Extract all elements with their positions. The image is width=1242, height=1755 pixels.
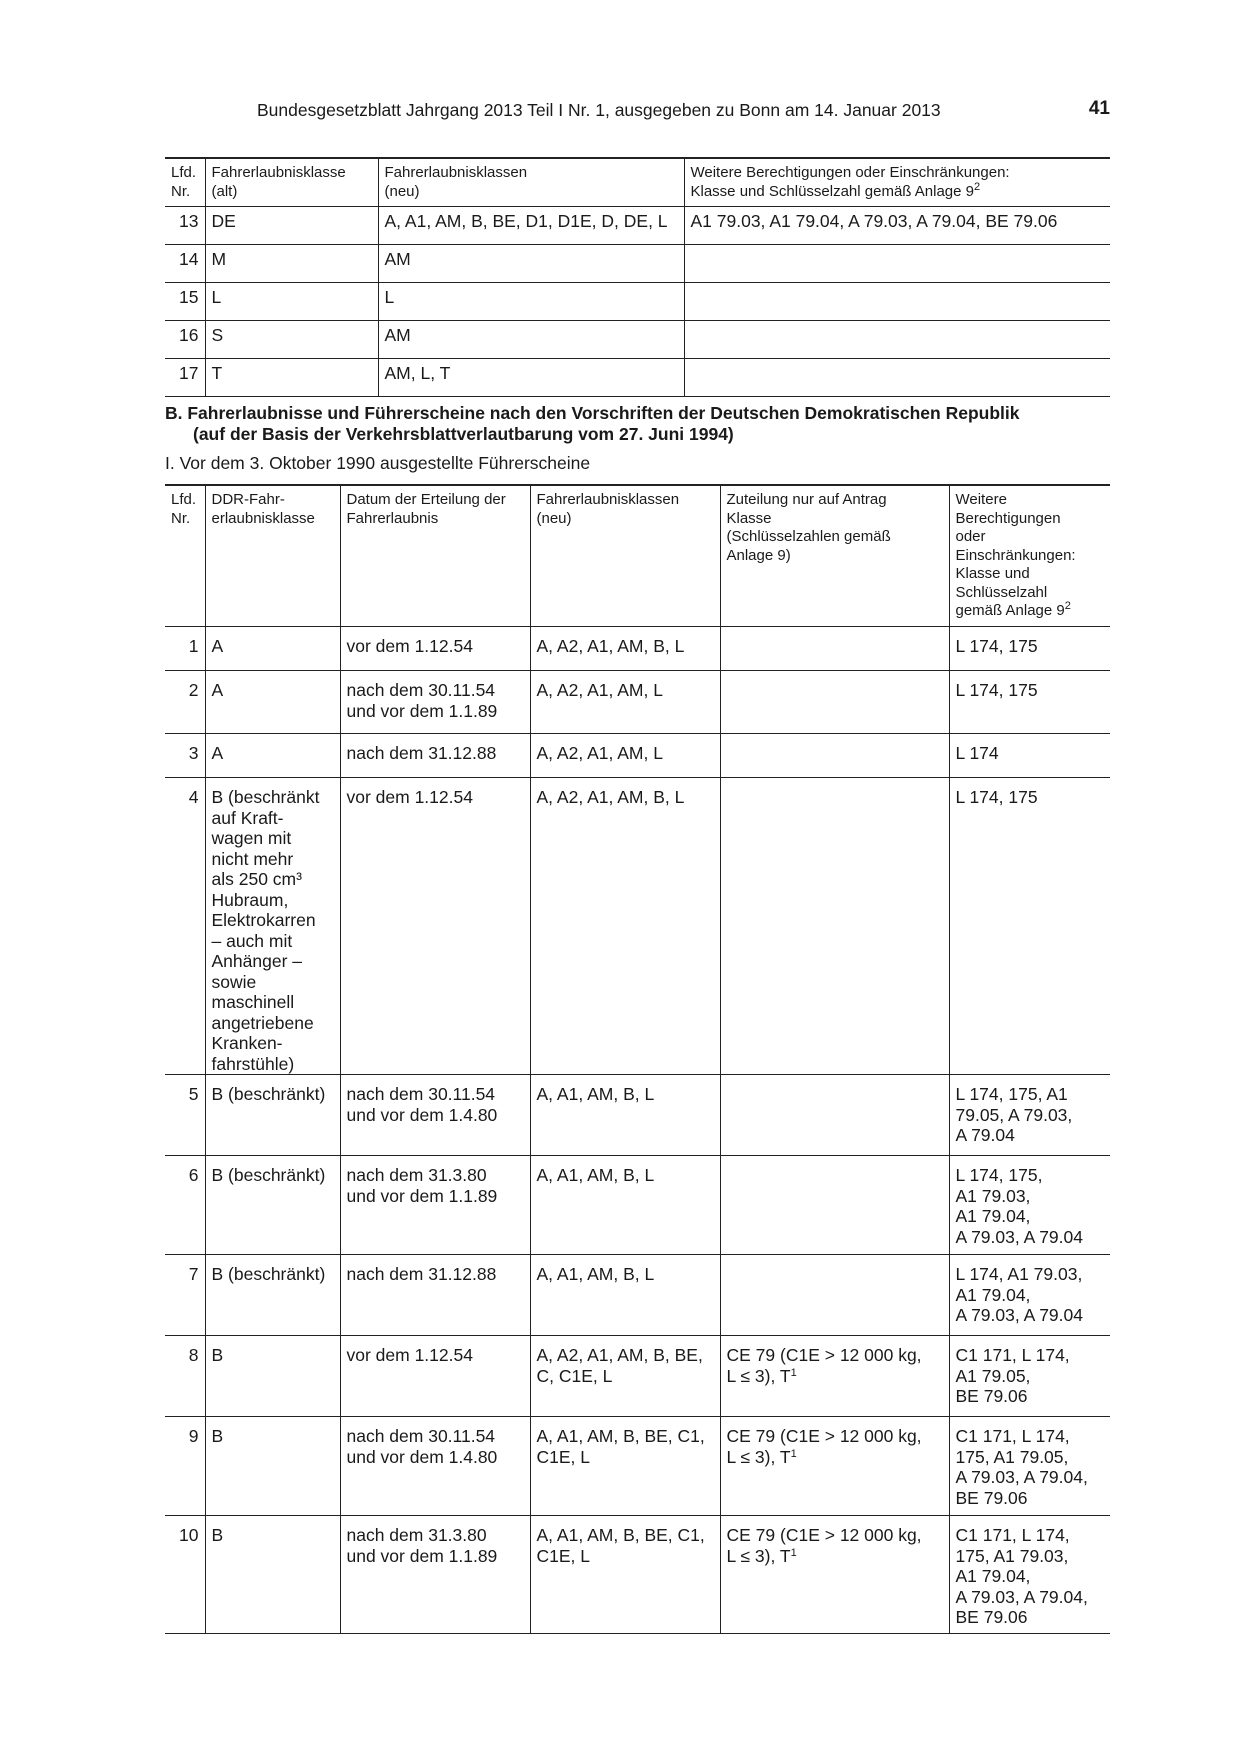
cell-class-old: M xyxy=(205,245,378,283)
footnote-ref: 1 xyxy=(790,1546,797,1559)
cell-further-permissions: L 174, 175 xyxy=(949,671,1110,734)
header-class-old: Fahrerlaubnisklasse (alt) xyxy=(205,158,378,207)
cell-class-new: A, A1, AM, B, L xyxy=(530,1255,720,1336)
cell-lfd-nr: 16 xyxy=(165,321,205,359)
cell-further-permissions: C1 171, L 174, 175, A1 79.03, A1 79.04, A 79.03, A 79.04, BE 79.06 xyxy=(949,1516,1110,1634)
cell-class-new: A, A1, AM, B, BE, D1, D1E, D, DE, L xyxy=(378,207,684,245)
cell-class-new: A, A2, A1, AM, L xyxy=(530,734,720,778)
table-row xyxy=(165,359,1110,397)
header-further-permissions: Weitere Berechtigungen oder Einschränkungen: Klasse und Schlüsselzahl gemäß Anlage $9^2$ xyxy=(684,158,1110,207)
section-b-heading xyxy=(165,403,1115,445)
cell-lfd-nr: 14 xyxy=(165,245,205,283)
cell-issue-date: nach dem 30.11.54 und vor dem 1.4.80 xyxy=(340,1075,530,1156)
cell-class-old: T xyxy=(205,359,378,397)
cell-ddr-class: B (beschränkt) xyxy=(205,1156,340,1255)
cell-ddr-class: B xyxy=(205,1336,340,1417)
cell-class-new: AM xyxy=(378,321,684,359)
cell-further-permissions: L 174, 175, A1 79.03, A1 79.04, A 79.03, A 79.04 xyxy=(949,1156,1110,1255)
cell-on-request xyxy=(720,1255,949,1336)
cell-lfd-nr: 10 xyxy=(165,1516,205,1634)
cell-class-new: A, A1, AM, B, L xyxy=(530,1156,720,1255)
cell-further-permissions xyxy=(684,245,1110,283)
cell-further-permissions: C1 171, L 174, A1 79.05, BE 79.06 xyxy=(949,1336,1110,1417)
cell-lfd-nr: 1 xyxy=(165,627,205,671)
table-row xyxy=(165,1417,1110,1516)
cell-further-permissions: L 174, A1 79.03, A1 79.04, A 79.03, A 79.04 xyxy=(949,1255,1110,1336)
section-b-line1: B. Fahrerlaubnisse und Führerscheine nach den Vorschriften der Deutschen Demokratischen Republik xyxy=(165,403,1020,423)
cell-ddr-class: B (beschränkt) xyxy=(205,1075,340,1156)
section-b-line2: (auf der Basis der Verkehrsblattverlautbarung vom 27. Juni 1994) xyxy=(193,424,734,444)
cell-lfd-nr: 13 xyxy=(165,207,205,245)
page-number: 41 xyxy=(1088,98,1110,119)
cell-on-request xyxy=(720,671,949,734)
cell-further-permissions: A1 79.03, A1 79.04, A 79.03, A 79.04, BE 79.06 xyxy=(684,207,1110,245)
table-row xyxy=(165,627,1110,671)
cell-issue-date: vor dem 1.12.54 xyxy=(340,778,530,1075)
cell-class-new: A, A2, A1, AM, B, BE, C, C1E, L xyxy=(530,1336,720,1417)
cell-further-permissions xyxy=(684,321,1110,359)
cell-class-new: A, A1, AM, B, L xyxy=(530,1075,720,1156)
cell-on-request: CE 79 (C1E > 12 000 kg, L ≤ 3), $T^1$ xyxy=(720,1516,949,1634)
footnote-ref: 2 xyxy=(1064,600,1071,612)
cell-ddr-class: B xyxy=(205,1516,340,1634)
cell-issue-date: nach dem 31.3.80 und vor dem 1.1.89 xyxy=(340,1516,530,1634)
cell-class-new: A, A2, A1, AM, B, L xyxy=(530,778,720,1075)
cell-class-new: AM, L, T xyxy=(378,359,684,397)
cell-lfd-nr: 17 xyxy=(165,359,205,397)
header-lfd-nr: Lfd. Nr. xyxy=(165,158,205,207)
header-on-request: Zuteilung nur auf Antrag Klasse (Schlüsselzahlen gemäß Anlage 9) xyxy=(720,485,949,627)
table-row xyxy=(165,734,1110,778)
table-row xyxy=(165,1255,1110,1336)
cell-ddr-class: A xyxy=(205,734,340,778)
cell-lfd-nr: 2 xyxy=(165,671,205,734)
table-row xyxy=(165,245,1110,283)
cell-issue-date: nach dem 30.11.54 und vor dem 1.1.89 xyxy=(340,671,530,734)
cell-class-old: S xyxy=(205,321,378,359)
header-ddr-class: DDR-Fahr- erlaubnisklasse xyxy=(205,485,340,627)
subsection-heading: I. Vor dem 3. Oktober 1990 ausgestellte Führerscheine xyxy=(165,453,591,473)
cell-ddr-class: B (beschränkt auf Kraft- wagen mit nicht mehr als 250 cm³ Hubraum, Elektrokarren – auch mit Anhänger – sowie maschinell angetriebene Kranken- fahrstühle) xyxy=(205,778,340,1075)
cell-lfd-nr: 5 xyxy=(165,1075,205,1156)
table-row xyxy=(165,1156,1110,1255)
cell-class-old: L xyxy=(205,283,378,321)
table-row xyxy=(165,283,1110,321)
cell-issue-date: nach dem 31.12.88 xyxy=(340,1255,530,1336)
header-class-new: Fahrerlaubnisklassen (neu) xyxy=(378,158,684,207)
cell-ddr-class: A xyxy=(205,627,340,671)
cell-further-permissions: C1 171, L 174, 175, A1 79.05, A 79.03, A 79.04, BE 79.06 xyxy=(949,1417,1110,1516)
table-header-row xyxy=(165,485,1110,627)
header-class-new: Fahrerlaubnisklassen (neu) xyxy=(530,485,720,627)
footnote-ref: 1 xyxy=(790,1447,797,1460)
table-row xyxy=(165,1336,1110,1417)
running-header-title: Bundesgesetzblatt Jahrgang 2013 Teil I Nr. 1, ausgegeben zu Bonn am 14. Januar 2013 xyxy=(257,100,941,120)
cell-on-request: CE 79 (C1E > 12 000 kg, L ≤ 3), $T^1$ xyxy=(720,1336,949,1417)
cell-lfd-nr: 3 xyxy=(165,734,205,778)
cell-on-request xyxy=(720,734,949,778)
cell-class-new: A, A1, AM, B, BE, C1, C1E, L xyxy=(530,1516,720,1634)
header-lfd-nr: Lfd. Nr. xyxy=(165,485,205,627)
cell-issue-date: nach dem 30.11.54 und vor dem 1.4.80 xyxy=(340,1417,530,1516)
cell-further-permissions: L 174, 175, A1 79.05, A 79.03, A 79.04 xyxy=(949,1075,1110,1156)
table-ddr-licenses xyxy=(165,484,1110,1634)
cell-ddr-class: B xyxy=(205,1417,340,1516)
cell-further-permissions xyxy=(684,359,1110,397)
cell-lfd-nr: 9 xyxy=(165,1417,205,1516)
page-header xyxy=(165,100,1110,126)
cell-issue-date: vor dem 1.12.54 xyxy=(340,1336,530,1417)
cell-on-request xyxy=(720,1075,949,1156)
table-row xyxy=(165,671,1110,734)
table-row xyxy=(165,321,1110,359)
cell-on-request xyxy=(720,1156,949,1255)
cell-further-permissions xyxy=(684,283,1110,321)
cell-further-permissions: L 174 xyxy=(949,734,1110,778)
cell-class-new: L xyxy=(378,283,684,321)
cell-lfd-nr: 8 xyxy=(165,1336,205,1417)
cell-lfd-nr: 15 xyxy=(165,283,205,321)
cell-lfd-nr: 7 xyxy=(165,1255,205,1336)
cell-lfd-nr: 6 xyxy=(165,1156,205,1255)
cell-class-new: A, A1, AM, B, BE, C1, C1E, L xyxy=(530,1417,720,1516)
cell-class-old: DE xyxy=(205,207,378,245)
cell-further-permissions: L 174, 175 xyxy=(949,627,1110,671)
cell-issue-date: nach dem 31.3.80 und vor dem 1.1.89 xyxy=(340,1156,530,1255)
cell-lfd-nr: 4 xyxy=(165,778,205,1075)
cell-on-request: CE 79 (C1E > 12 000 kg, L ≤ 3), $T^1$ xyxy=(720,1417,949,1516)
table-row xyxy=(165,1075,1110,1156)
table-class-conversion-continued xyxy=(165,157,1110,397)
cell-ddr-class: A xyxy=(205,671,340,734)
cell-class-new: A, A2, A1, AM, B, L xyxy=(530,627,720,671)
cell-further-permissions: L 174, 175 xyxy=(949,778,1110,1075)
footnote-ref: 2 xyxy=(974,180,981,193)
footnote-ref: 1 xyxy=(790,1366,797,1379)
table-row xyxy=(165,207,1110,245)
header-further-permissions: Weitere Berechtigungen oder Einschränkungen: Klasse und Schlüsselzahl gemäß Anlage $9^2$ xyxy=(949,485,1110,627)
cell-class-new: A, A2, A1, AM, L xyxy=(530,671,720,734)
cell-on-request xyxy=(720,778,949,1075)
table-row xyxy=(165,1516,1110,1634)
table-header-row xyxy=(165,158,1110,207)
header-issue-date: Datum der Erteilung der Fahrerlaubnis xyxy=(340,485,530,627)
cell-on-request xyxy=(720,627,949,671)
cell-issue-date: vor dem 1.12.54 xyxy=(340,627,530,671)
cell-issue-date: nach dem 31.12.88 xyxy=(340,734,530,778)
cell-ddr-class: B (beschränkt) xyxy=(205,1255,340,1336)
table-row xyxy=(165,778,1110,1075)
cell-class-new: AM xyxy=(378,245,684,283)
